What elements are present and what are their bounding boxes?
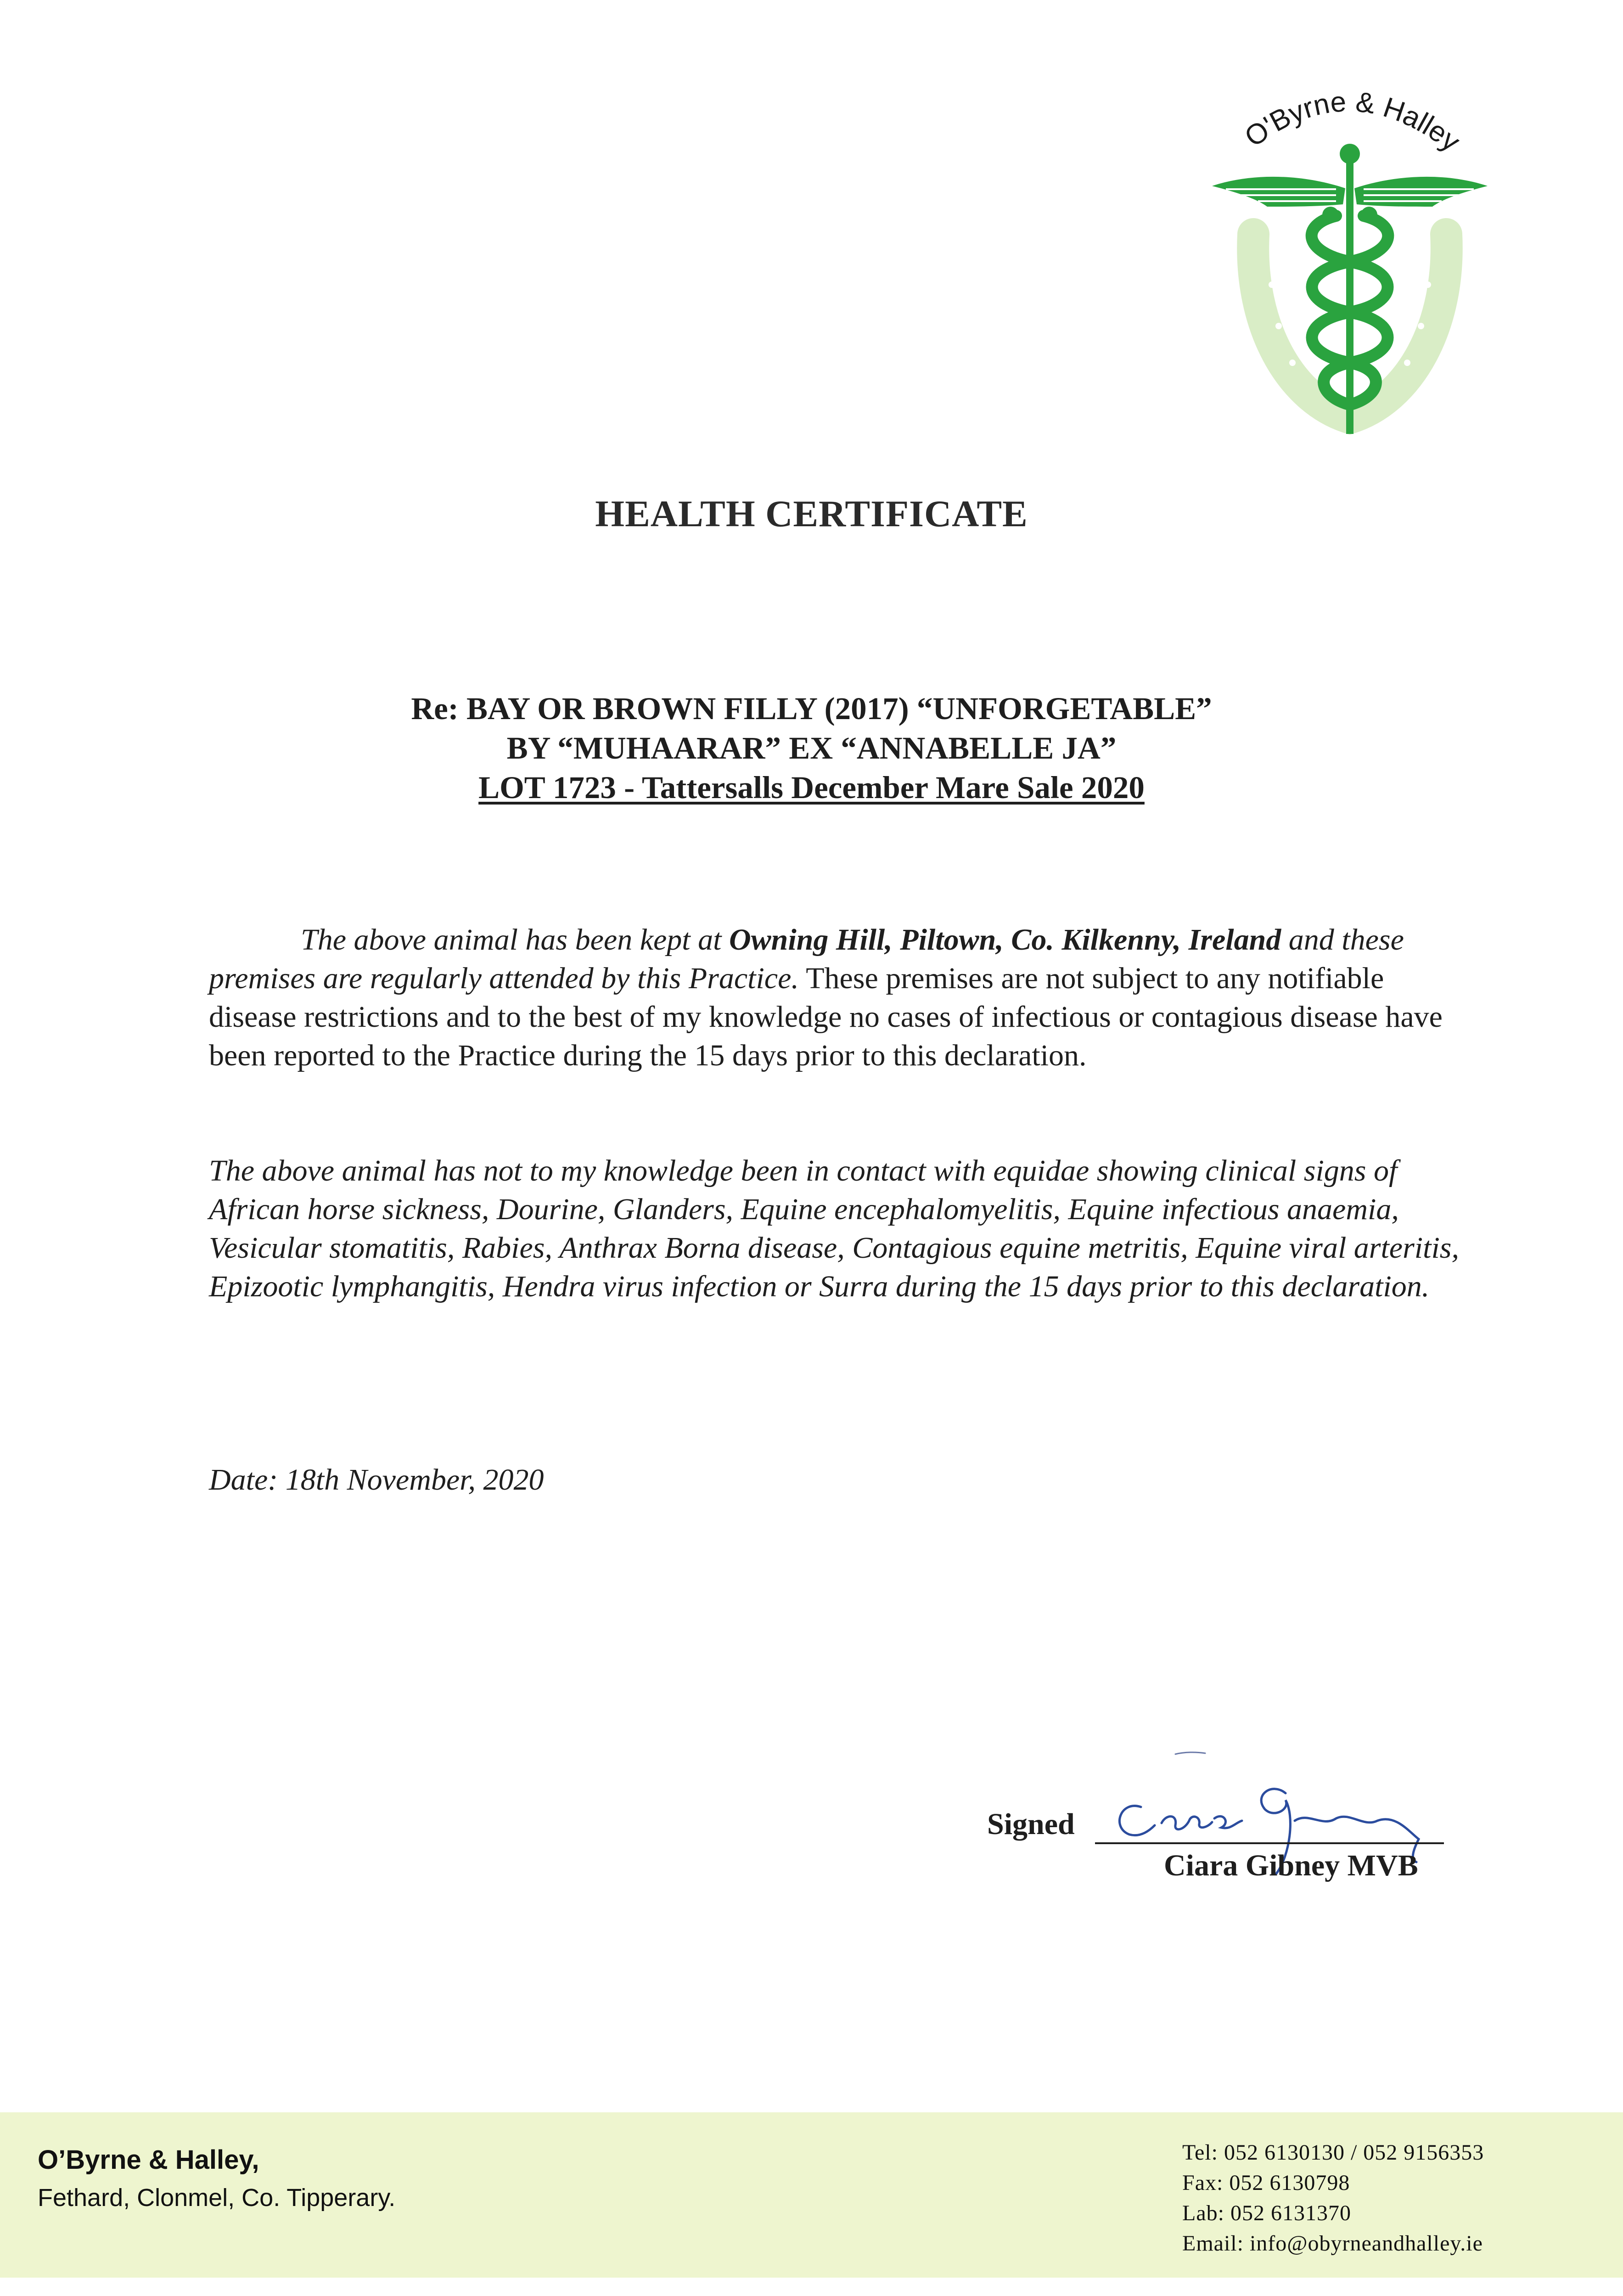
footer-tel: Tel: 052 6130130 / 052 9156353 xyxy=(1182,2140,1484,2165)
caduceus-horseshoe-logo xyxy=(1185,69,1515,455)
letterhead-footer xyxy=(0,2112,1623,2278)
premises-declaration: These premises are not subject to any notifiable disease restrictions and to the best of my knowledge no cases of infectious or contagious disease have been reported to the Practice during the 15 days prior to this declaration. xyxy=(209,962,1443,1072)
footer-fax: Fax: 052 6130798 xyxy=(1182,2171,1350,2195)
subject-line-horse: Re: BAY OR BROWN FILLY (2017) “UNFORGETABLE” xyxy=(411,691,1212,726)
premises-lead: The above animal has been kept at xyxy=(301,923,722,957)
footer-lab: Lab: 052 6131370 xyxy=(1182,2201,1351,2225)
footer-contacts xyxy=(1182,2138,1484,2259)
footer-email: Email: info@obyrneandhalley.ie xyxy=(1182,2231,1483,2256)
premises-paragraph xyxy=(209,921,1476,1075)
footer-address: Fethard, Clonmel, Co. Tipperary. xyxy=(38,2184,396,2212)
practice-logo xyxy=(1185,69,1515,455)
footer-company-name: O’Byrne & Halley, xyxy=(38,2145,259,2175)
signed-label: Signed xyxy=(987,1807,1075,1841)
signer-name: Ciara Gibney MVB xyxy=(1164,1849,1418,1882)
subject-block xyxy=(0,689,1623,807)
certificate-date: Date: 18th November, 2020 xyxy=(209,1463,544,1497)
premises-location: Owning Hill, Piltown, Co. Kilkenny, Ireland xyxy=(729,923,1281,957)
disease-contact-paragraph: The above animal has not to my knowledge been in contact with equidae showing clinical signs of African horse sickness, Dourine, Glanders, Equine encephalomyelitis, Equine infectious anaemia, Vesicular stomatitis, Rabies, Anthrax Borna disease, Contagious equine metritis, Equine viral arteritis, Epizootic lymphangitis, Hendra virus infection or Surra during the 15 days prior to this declaration. xyxy=(209,1154,1459,1303)
page-title: HEALTH CERTIFICATE xyxy=(595,493,1028,535)
premises-attended: and these premises are regularly attended by this Practice. xyxy=(209,923,1404,995)
subject-line-lot: LOT 1723 - Tattersalls December Mare Sale 2020 xyxy=(478,770,1145,805)
logo-text: O'Byrne & Halley xyxy=(1239,86,1466,158)
signature-line xyxy=(1095,1842,1444,1844)
subject-line-breeding: BY “MUHAARAR” EX “ANNABELLE JA” xyxy=(506,731,1117,765)
